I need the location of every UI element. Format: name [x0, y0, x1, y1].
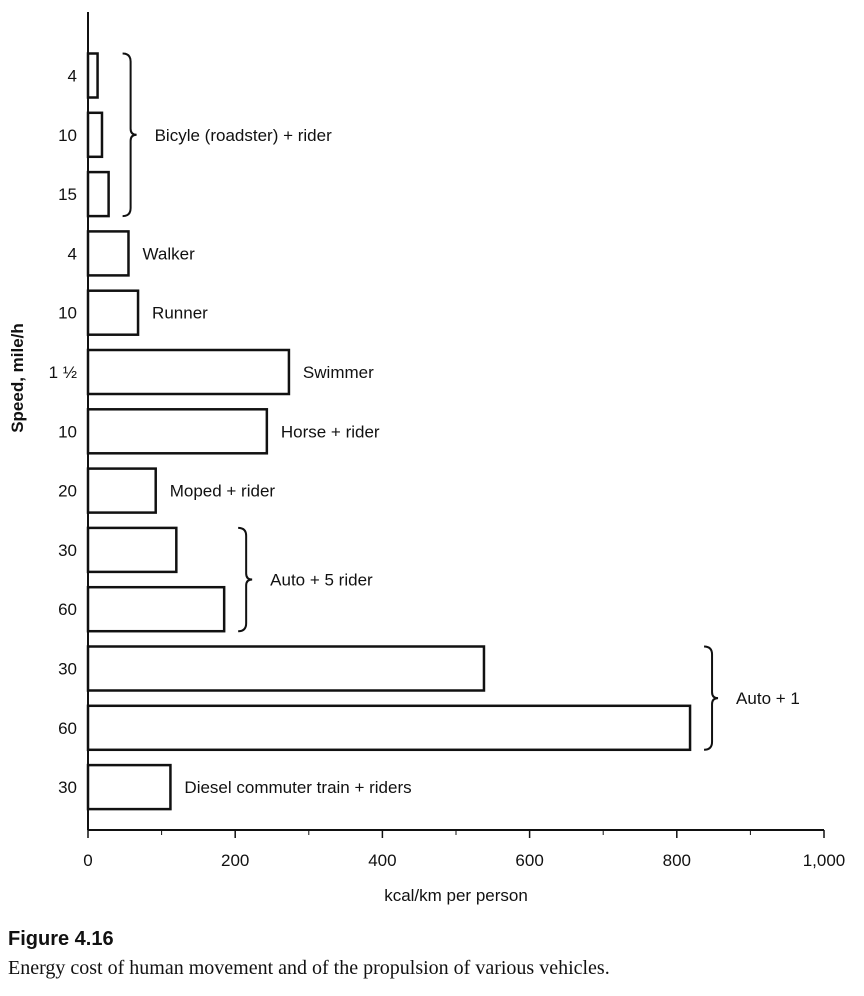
bar	[88, 54, 98, 98]
y-category-label: 30	[58, 778, 77, 798]
group-label: Walker	[142, 244, 195, 264]
group-label: Diesel commuter train + riders	[184, 778, 412, 798]
bar	[88, 469, 156, 513]
bar	[88, 350, 289, 394]
bar	[88, 409, 267, 453]
y-category-label: 10	[58, 303, 77, 323]
bar	[88, 647, 484, 691]
y-category-label: 60	[58, 600, 77, 620]
figure-caption: Energy cost of human movement and of the propulsion of various vehicles.	[8, 957, 610, 979]
y-category-label: 60	[58, 718, 77, 738]
y-category-label: 4	[67, 244, 77, 264]
x-tick-label: 800	[662, 851, 691, 870]
x-tick-label: 600	[515, 851, 544, 870]
bar	[88, 765, 170, 809]
y-category-label: 10	[58, 422, 77, 442]
y-category-label: 10	[58, 125, 77, 145]
x-axis-title: kcal/km per person	[384, 886, 528, 905]
bar	[88, 587, 224, 631]
x-tick-label: 0	[83, 851, 93, 870]
group-label: Horse + rider	[280, 422, 380, 442]
x-tick-label: 1,000	[802, 851, 846, 870]
group-bracket	[238, 528, 252, 631]
group-label: Runner	[152, 303, 208, 323]
y-category-label: 30	[58, 540, 77, 560]
y-axis-title: Speed, mile/h	[8, 323, 27, 433]
group-label: Auto + 5 rider	[270, 570, 373, 590]
x-tick-label: 200	[221, 851, 250, 870]
group-label: Auto + 1	[736, 689, 800, 709]
group-bracket	[704, 647, 718, 750]
bar	[88, 706, 690, 750]
y-category-label: 1 ½	[48, 363, 77, 382]
y-category-label: 20	[58, 481, 77, 501]
chart-bars	[88, 54, 690, 810]
bar	[88, 231, 128, 275]
group-bracket	[123, 54, 137, 217]
x-tick-label: 400	[368, 851, 397, 870]
bar	[88, 113, 102, 157]
category-labels	[49, 67, 77, 798]
bar	[88, 291, 138, 335]
y-category-label: 15	[58, 185, 77, 205]
bar	[88, 172, 109, 216]
group-label: Bicyle (roadster) + rider	[154, 125, 332, 145]
group-label: Moped + rider	[169, 481, 276, 501]
group-label: Swimmer	[302, 363, 374, 382]
y-category-label: 30	[58, 659, 77, 679]
bar	[88, 528, 176, 572]
figure-number: Figure 4.16	[8, 928, 114, 950]
y-category-label: 4	[67, 66, 77, 86]
